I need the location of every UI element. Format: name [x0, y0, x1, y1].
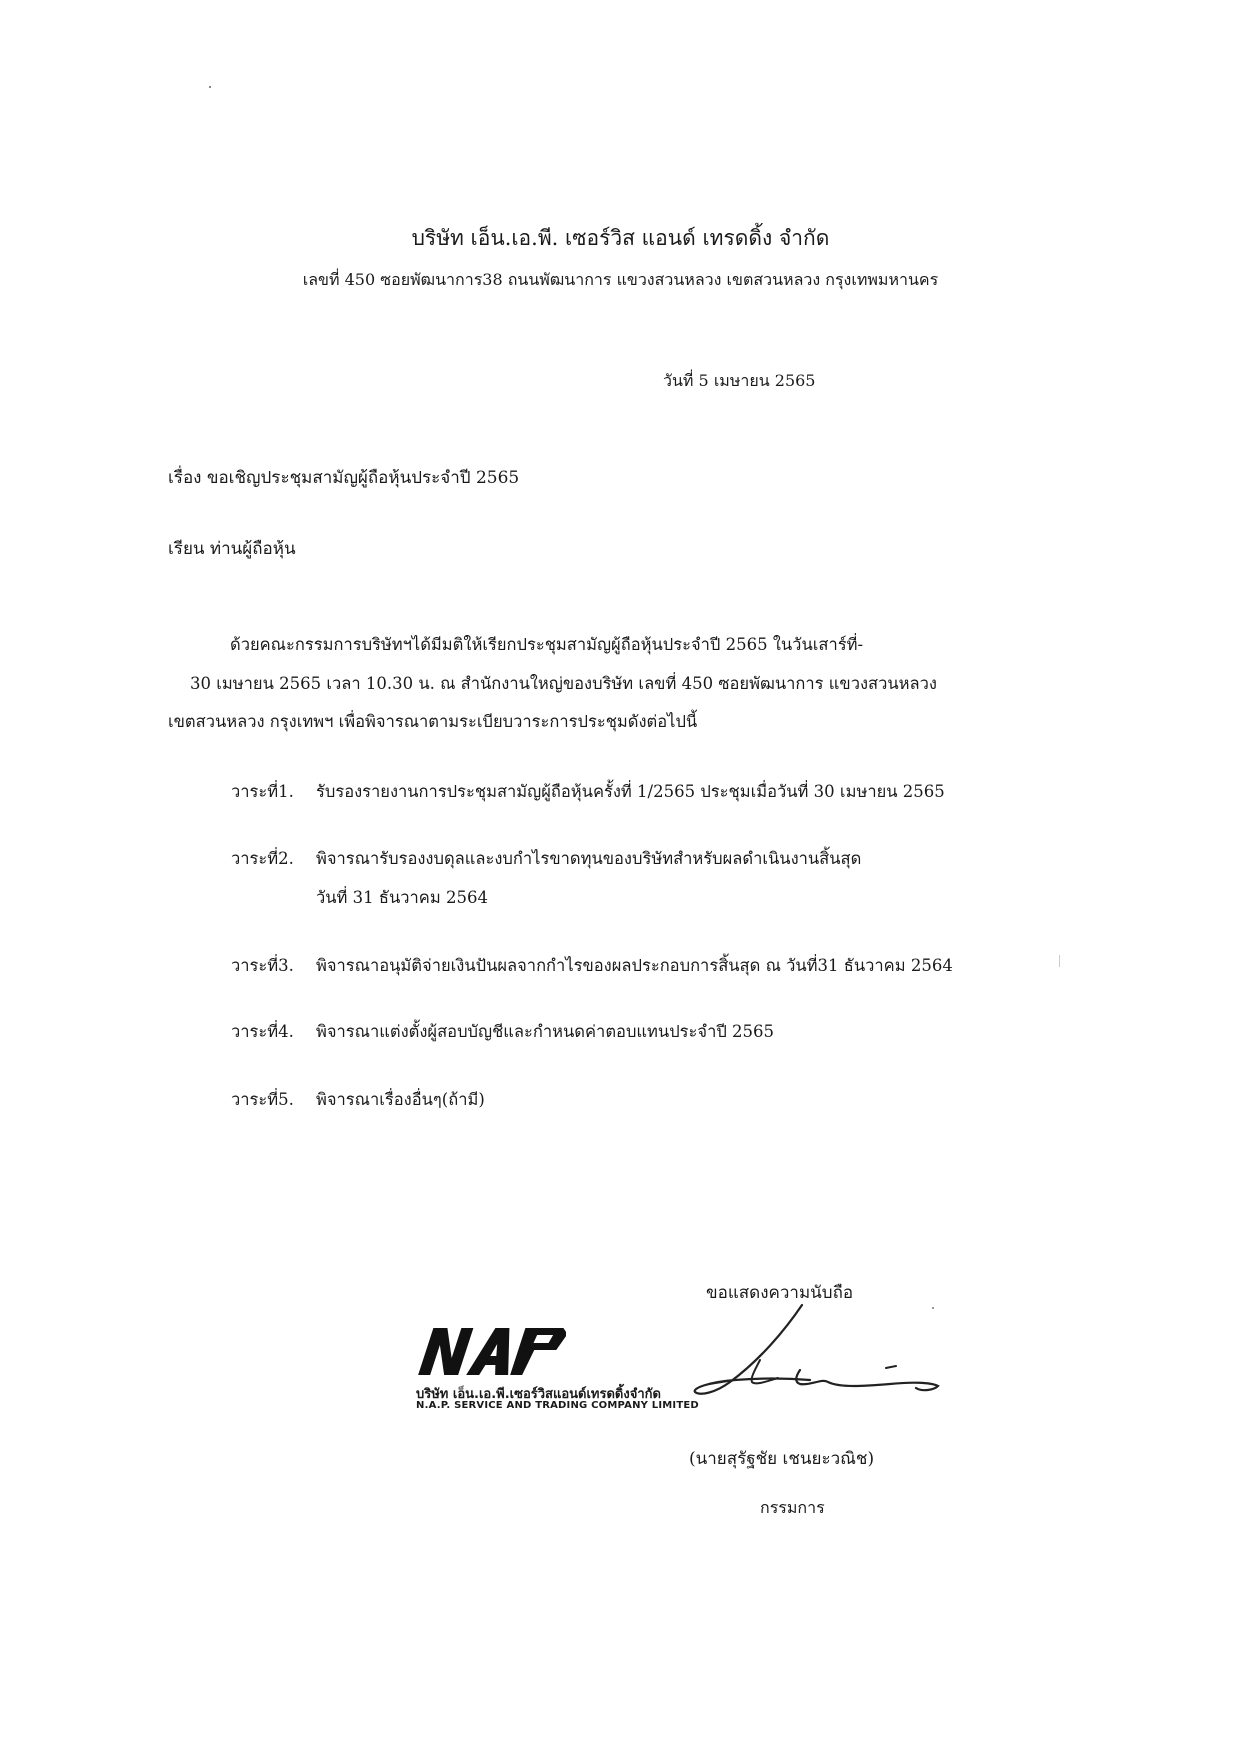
body-line-2: 30 เมษายน 2565 เวลา 10.30 น. ณ สำนักงานใหญ่ของบริษัท เลขที่ 450 ซอยพัฒนาการ แขวงสวนหลวง: [190, 674, 937, 693]
letter-subject: เรื่อง ขอเชิญประชุมสามัญผู้ถือหุ้นประจำปี 2565: [168, 468, 520, 488]
agenda-text: พิจารณารับรองงบดุลและงบกำไรขาดทุนของบริษัทสำหรับผลดำเนินงานสิ้นสุด: [316, 849, 862, 868]
agenda-item-2-continued: วันที่ 31 ธันวาคม 2564: [316, 888, 488, 907]
agenda-item-2: [231, 846, 861, 872]
handwritten-signature: [690, 1300, 950, 1410]
letter-salutation: เรียน ท่านผู้ถือหุ้น: [168, 539, 296, 559]
body-line-1: ด้วยคณะกรรมการบริษัทฯได้มีมติให้เรียกประชุมสามัญผู้ถือหุ้นประจำปี 2565 ในวันเสาร์ที่-: [230, 635, 864, 654]
scan-speck: [209, 86, 211, 88]
agenda-text: พิจารณาอนุมัติจ่ายเงินปันผลจากกำไรของผลประกอบการสิ้นสุด ณ วันที่31 ธันวาคม 2564: [316, 956, 953, 975]
agenda-number: วาระที่1.: [231, 782, 294, 801]
agenda-item-4: [231, 1019, 774, 1045]
agenda-text: พิจารณาเรื่องอื่นๆ(ถ้ามี): [316, 1090, 485, 1109]
company-name: บริษัท เอ็น.เอ.พี. เซอร์วิส แอนด์ เทรดดิ้ง จำกัด: [411, 226, 830, 250]
stamp-thai-name: บริษัท เอ็น.เอ.พี.เซอร์วิสแอนด์เทรดดิ้งจำกัด: [416, 1387, 661, 1402]
agenda-number: วาระที่4.: [231, 1022, 294, 1041]
agenda-text: รับรองรายงานการประชุมสามัญผู้ถือหุ้นครั้งที่ 1/2565 ประชุมเมื่อวันที่ 30 เมษายน 2565: [316, 782, 945, 801]
signer-title: กรรมการ: [760, 1498, 825, 1517]
agenda-number: วาระที่2.: [231, 849, 294, 868]
signer-name: (นายสุรัฐชัย เชนยะวณิช): [689, 1449, 875, 1469]
agenda-number: วาระที่3.: [231, 956, 294, 975]
letter-date: วันที่ 5 เมษายน 2565: [663, 371, 816, 390]
scan-speck: [1059, 955, 1060, 967]
company-stamp: [416, 1320, 716, 1420]
closing-phrase: ขอแสดงความนับถือ: [706, 1283, 854, 1303]
stamp-english-name: N.A.P. SERVICE AND TRADING COMPANY LIMITED: [416, 1400, 699, 1411]
nap-logo-icon: [416, 1320, 566, 1380]
agenda-number: วาระที่5.: [231, 1090, 294, 1109]
agenda-text: พิจารณาแต่งตั้งผู้สอบบัญชีและกำหนดค่าตอบแทนประจำปี 2565: [316, 1022, 775, 1041]
company-address: เลขที่ 450 ซอยพัฒนาการ38 ถนนพัฒนาการ แขวงสวนหลวง เขตสวนหลวง กรุงเทพมหานคร: [302, 270, 939, 289]
agenda-item-3: [231, 953, 953, 979]
agenda-item-5: [231, 1087, 485, 1113]
body-line-3: เขตสวนหลวง กรุงเทพฯ เพื่อพิจารณาตามระเบียบวาระการประชุมดังต่อไปนี้: [168, 712, 698, 731]
agenda-item-1: [231, 779, 945, 805]
